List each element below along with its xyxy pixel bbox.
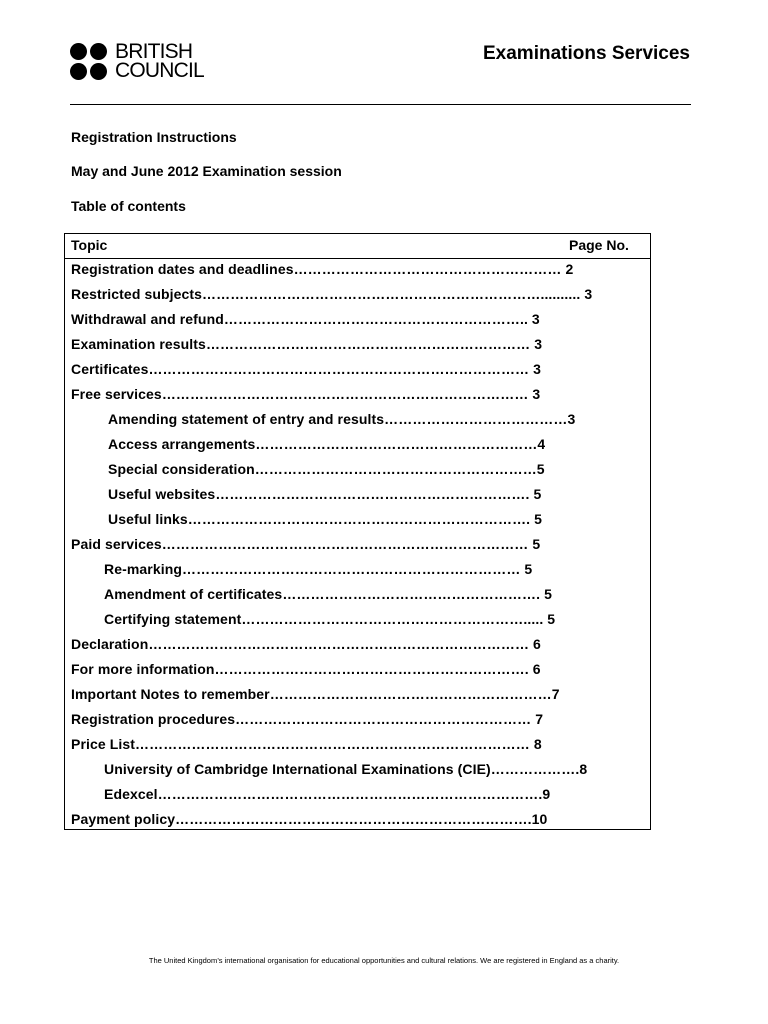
toc-row[interactable]: Restricted subjects……………………………………………………………….......... 3 [71, 286, 593, 302]
toc-header-page: Page No. [569, 237, 629, 253]
footer-note: The United Kingdom’s international organisation for educational opportunities and cultural relations. We are registered in England as a charity. [148, 956, 620, 965]
logo-dots-icon [70, 43, 107, 80]
toc-row[interactable]: Important Notes to remember……………………………………………………7 [71, 686, 560, 702]
toc-row[interactable]: Useful links………………………………………………………………. 5 [108, 511, 543, 527]
toc-row[interactable]: Payment policy………………………………………………………………….10 [71, 811, 548, 827]
toc-row[interactable]: Access arrangements……………………………………………………4 [108, 436, 546, 452]
logo-line-2: COUNCIL [115, 59, 204, 82]
toc-row[interactable]: Certifying statement……………………………………………………..... 5 [104, 611, 556, 627]
logo-line-1: BRITISH [115, 40, 193, 63]
toc-row[interactable]: Withdrawal and refund……………………………………………………….. 3 [71, 311, 540, 327]
header-title: Examinations Services [483, 43, 690, 64]
toc-row[interactable]: Declaration……………………………………………………………………… 6 [71, 636, 541, 652]
toc-row[interactable]: Amendment of certificates………………………………………………. 5 [104, 586, 552, 602]
toc-row[interactable]: Price List………………………………………………………………………… 8 [71, 736, 542, 752]
toc-row[interactable]: Useful websites…………………………………………………………. 5 [108, 486, 542, 502]
toc-row[interactable]: Registration dates and deadlines………………………………………………… 2 [71, 261, 574, 277]
toc-row[interactable]: Free services…………………………………………………………………… 3 [71, 386, 541, 402]
toc-table [64, 233, 651, 830]
toc-header-topic: Topic [71, 237, 108, 253]
toc-row[interactable]: Amending statement of entry and results…………………………………3 [108, 411, 576, 427]
logo-wordmark [115, 42, 204, 80]
document-title: Registration Instructions [71, 129, 237, 145]
toc-header-row [65, 234, 650, 259]
toc-row[interactable]: Examination results…………………………………………………………… 3 [71, 336, 543, 352]
toc-row[interactable]: University of Cambridge International Examinations (CIE)……………….8 [104, 761, 588, 777]
toc-row[interactable]: Re-marking……………………………………………………………… 5 [104, 561, 533, 577]
british-council-logo [70, 42, 204, 80]
session-title: May and June 2012 Examination session [71, 163, 342, 179]
toc-heading: Table of contents [71, 198, 186, 214]
toc-row[interactable]: For more information…………………………………………………………. 6 [71, 661, 541, 677]
toc-row[interactable]: Special consideration……………………………………………………5 [108, 461, 545, 477]
header-divider [70, 104, 691, 105]
toc-row[interactable]: Registration procedures……………………………………………………… 7 [71, 711, 544, 727]
toc-row[interactable]: Paid services…………………………………………………………………… 5 [71, 536, 541, 552]
toc-row[interactable]: Certificates……………………………………………………………………… 3 [71, 361, 542, 377]
toc-row[interactable]: Edexcel……………………………………………………………………….9 [104, 786, 551, 802]
